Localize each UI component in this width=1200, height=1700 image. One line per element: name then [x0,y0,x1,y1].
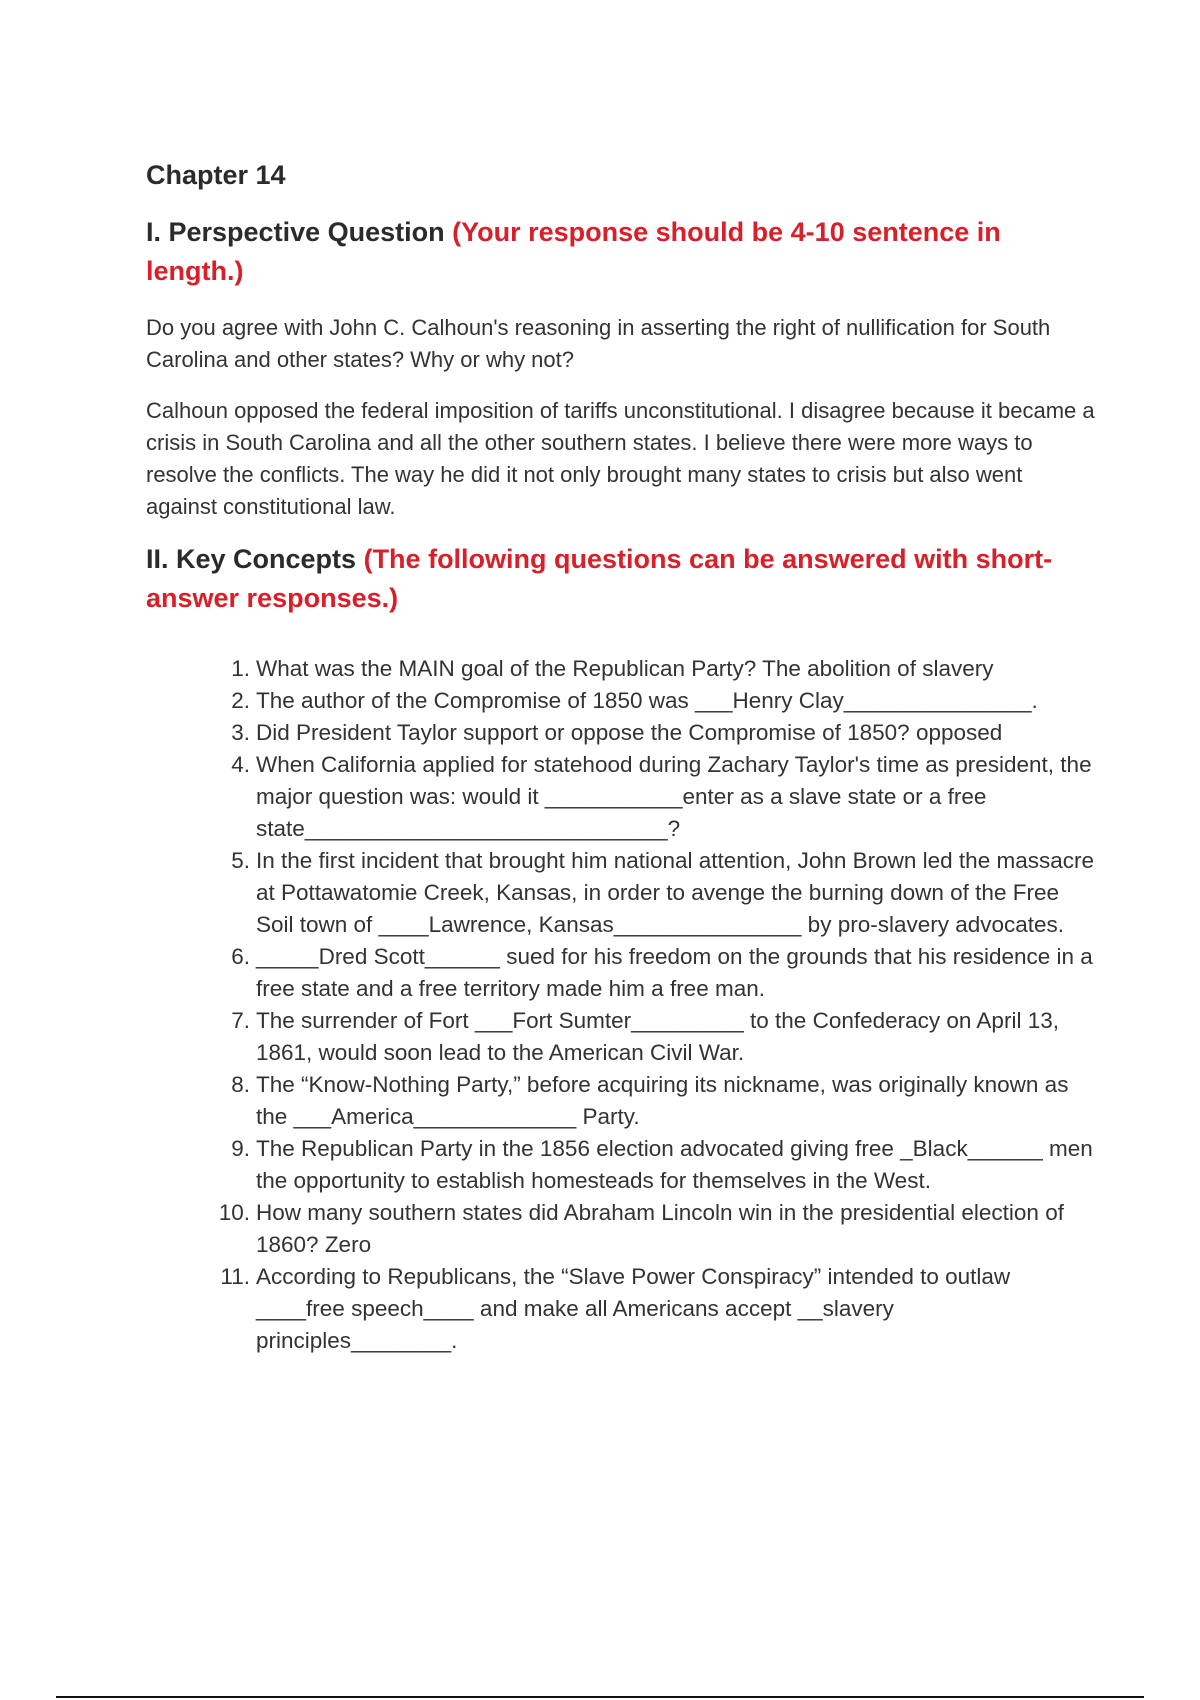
item-text: The Republican Party in the 1856 election advocated giving free _Black______ men the opportunity to establish homesteads for themselves in the West. [256,1136,1093,1193]
item-text: In the first incident that brought him national attention, John Brown led the massacre at Pottawatomie Creek, Kansas, in order to avenge the burning down of the Free Soil town of ____Lawrence, Kansas_______________ by pro-slavery advocates. [256,848,1094,937]
item-number: 8. [231,1072,250,1097]
item-text: The surrender of Fort ___Fort Sumter_________ to the Confederacy on April 13, 1861, would soon lead to the American Civil War. [256,1008,1059,1065]
perspective-question: Do you agree with John C. Calhoun's reasoning in asserting the right of nullification for South Carolina and other states? Why or why not? [146,315,1051,372]
chapter-title: Chapter 14 [146,160,286,190]
list-item [231,1069,1096,1133]
section-2-title: II. Key Concepts [146,544,357,574]
section-1-instruction: (Your response should be 4-10 sentence in length.) [146,217,1001,286]
item-text: The author of the Compromise of 1850 was ___Henry Clay_______________. [256,688,1038,713]
list-item [231,685,1096,717]
item-number: 6. [231,944,250,969]
perspective-answer: Calhoun opposed the federal imposition of tariffs unconstitutional. I disagree because it became a crisis in South Carolina and all the other southern states. I believe there were more ways to resolve the conflicts. The way he did it not only brought many states to crisis but also went against constitutional law. [146,398,1095,519]
item-number: 1. [231,656,250,681]
item-text: How many southern states did Abraham Lincoln win in the presidential election of 1860? Zero [256,1200,1064,1257]
list-item [231,845,1096,941]
item-text: When California applied for statehood during Zachary Taylor's time as president, the major question was: would it ___________enter as a slave state or a free state_____________________________? [256,752,1092,841]
section-1-heading [146,213,1096,291]
section-1-title: I. Perspective Question [146,217,445,247]
section-2-heading [146,540,1096,618]
item-number: 7. [231,1008,250,1033]
item-text: According to Republicans, the “Slave Power Conspiracy” intended to outlaw ____free speech____ and make all Americans accept __slavery principles________. [256,1264,1011,1353]
item-number: 3. [231,720,250,745]
document-body [146,160,1096,1357]
item-number: 5. [231,848,250,873]
list-item [231,1133,1096,1197]
item-text: _____Dred Scott______ sued for his freedom on the grounds that his residence in a free state and a free territory made him a free man. [256,944,1093,1001]
item-text: What was the MAIN goal of the Republican Party? The abolition of slavery [256,656,994,681]
item-text: Did President Taylor support or oppose the Compromise of 1850? opposed [256,720,1003,745]
item-number: 2. [231,688,250,713]
list-item [231,717,1096,749]
list-item [231,653,1096,685]
page-bottom-divider [56,1696,1144,1698]
section-2-instruction: (The following questions can be answered with short-answer responses.) [146,544,1053,613]
list-item [231,941,1096,1005]
list-item [218,1197,1096,1261]
key-concepts-list [146,653,1096,1357]
item-text: The “Know-Nothing Party,” before acquiring its nickname, was originally known as the ___America_____________ Party. [256,1072,1069,1129]
list-item [231,1005,1096,1069]
item-number: 10. [218,1200,250,1225]
item-number: 9. [231,1136,250,1161]
list-item [220,1261,1096,1357]
item-number: 11. [220,1264,250,1289]
item-number: 4. [231,752,250,777]
list-item [231,749,1096,845]
